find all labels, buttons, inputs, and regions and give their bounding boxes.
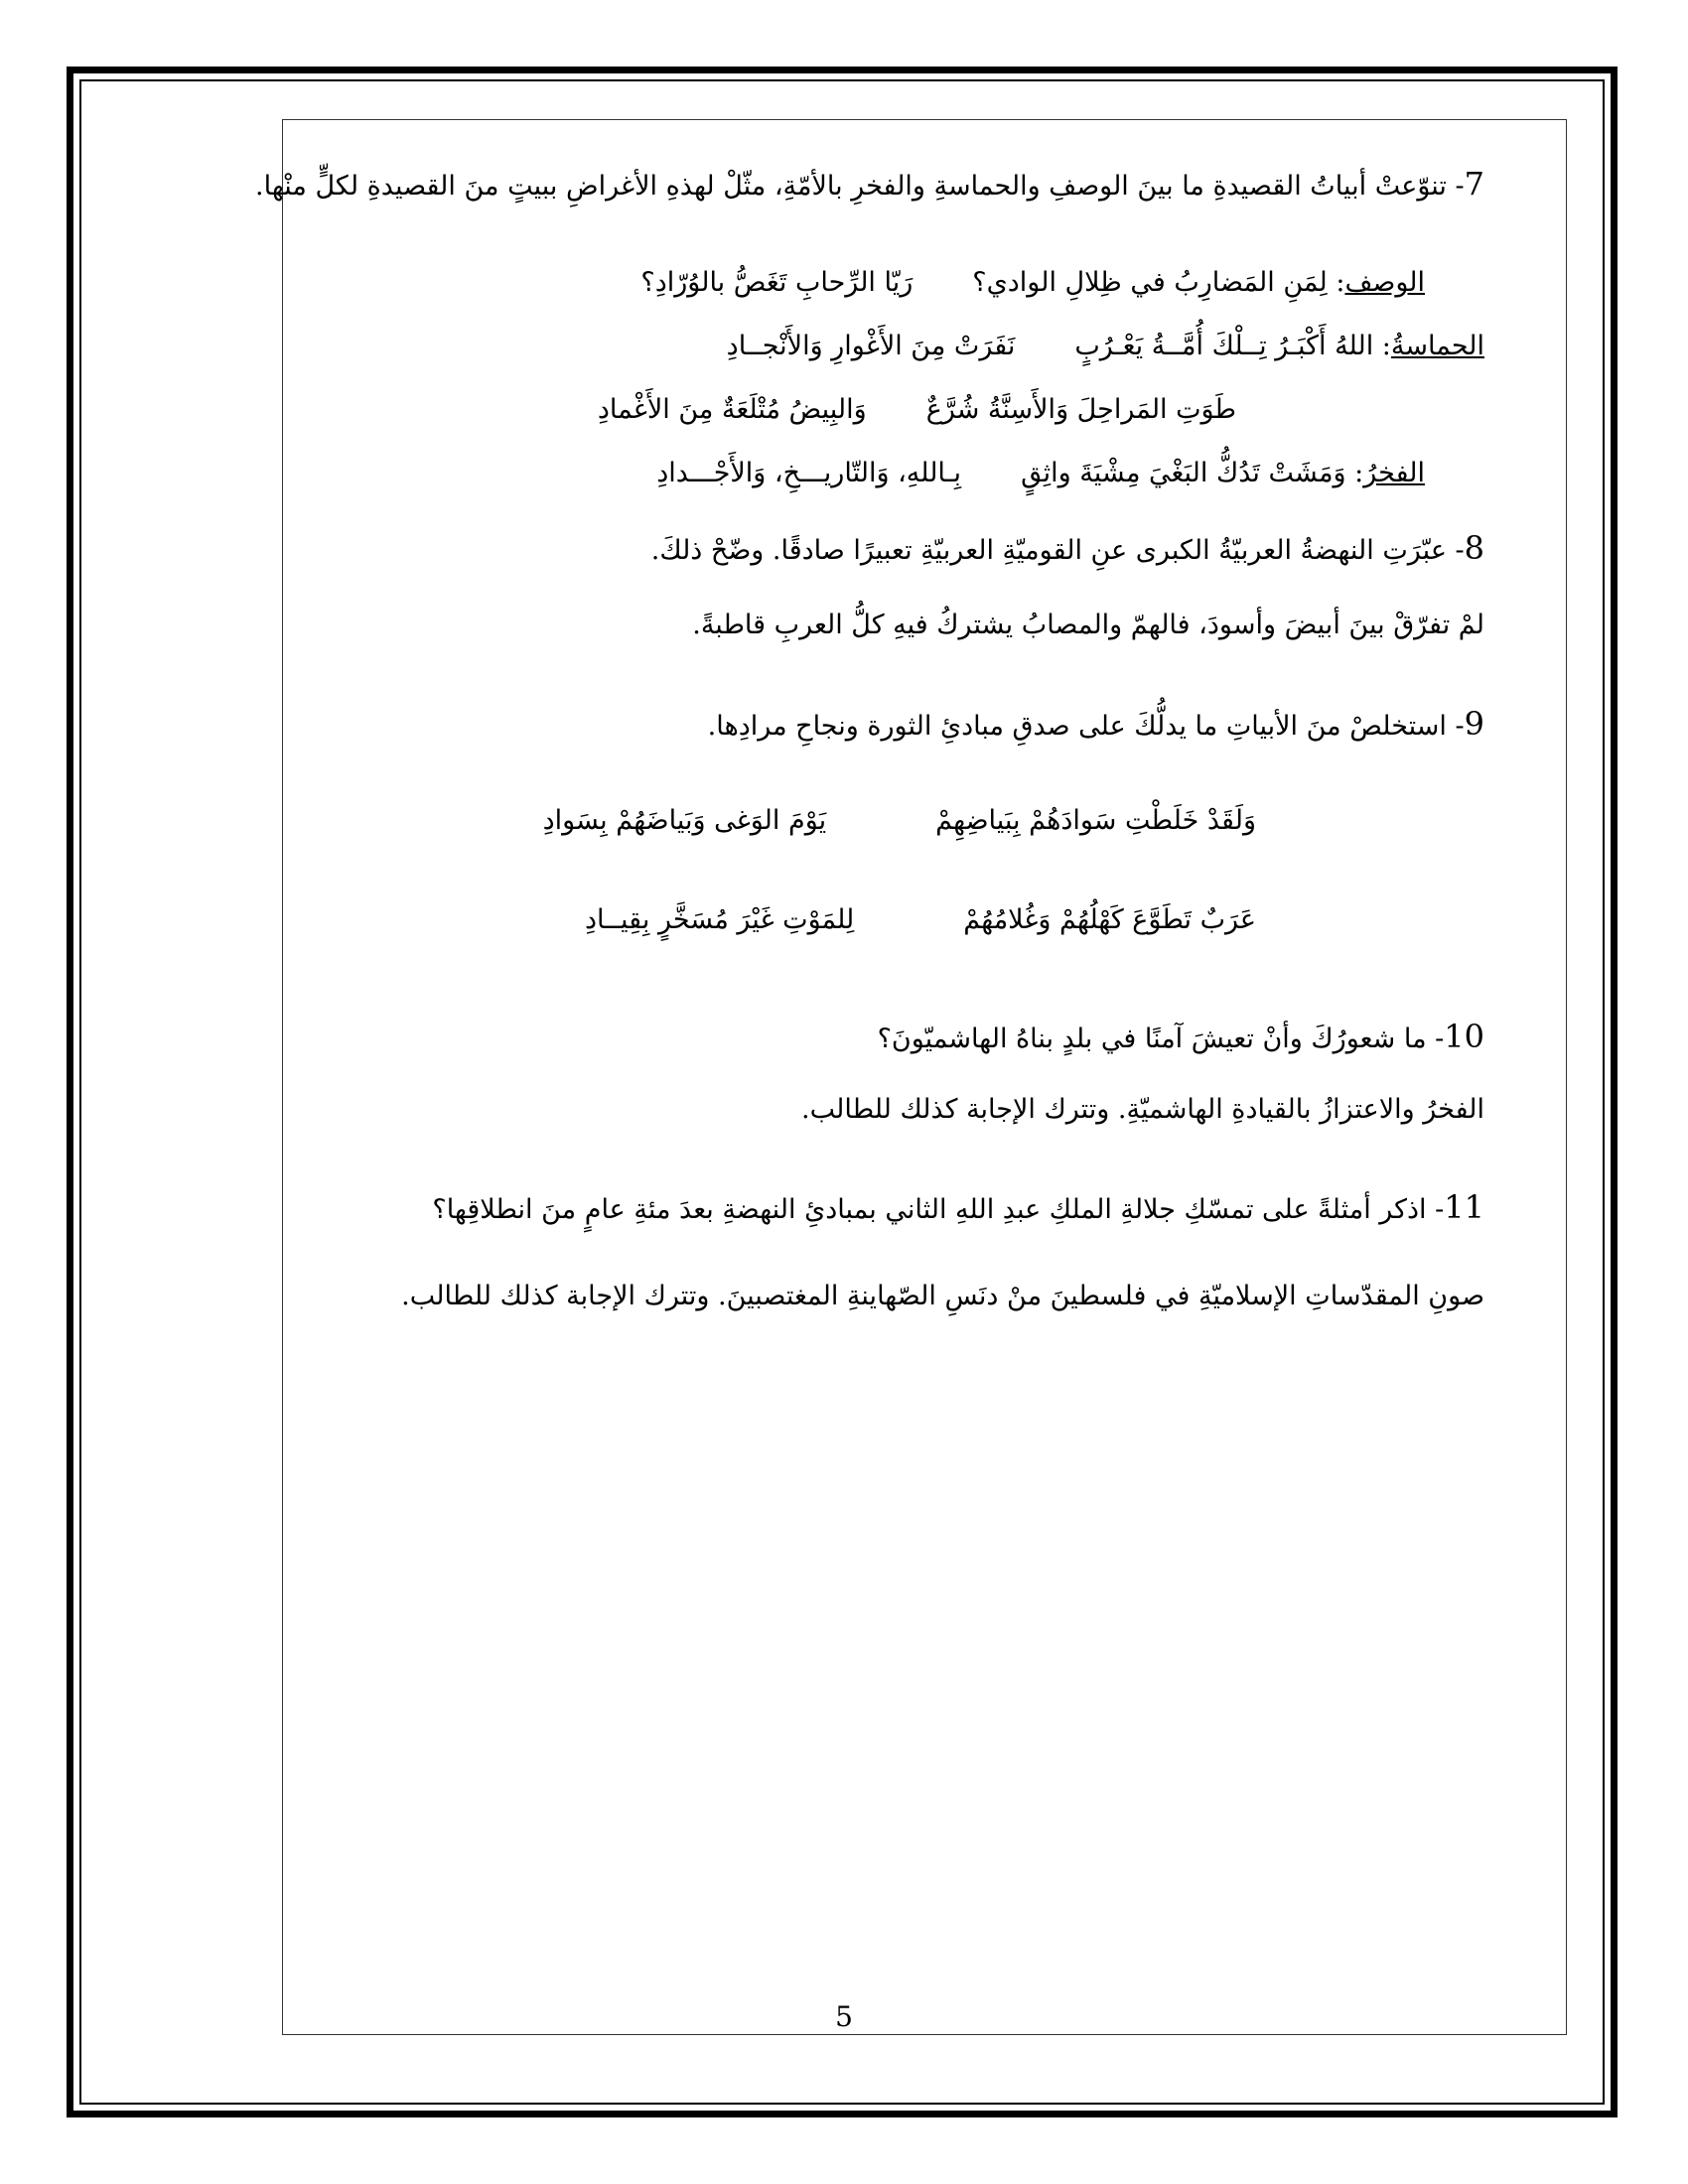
question-text: - عبّرَتِ النهضةُ العربيّةُ الكبرى عنِ القوميّةِ العربيّةِ تعبيرًا صادقًا. وضّحْ ذلكَ. bbox=[650, 535, 1465, 567]
label-description: الوصف bbox=[1344, 267, 1425, 299]
verse-2 bbox=[228, 871, 1484, 970]
poem-examples-7 bbox=[228, 251, 1484, 505]
verse-first-half bbox=[1074, 315, 1484, 378]
hemistich-a: : اللهُ أَكْبَـرُ تِــلْكَ أُمَّــةُ يَعْـرُبٍ bbox=[1074, 331, 1391, 362]
verse-first-half: وَلَقَدْ خَلَطْتِ سَوادَهُمْ بِبَياضِهِمْ bbox=[935, 804, 1256, 836]
verse-first-half: طَوَتِ المَراحِلَ وَالأَسِنَّةُ شُرَّعٌ bbox=[925, 394, 1236, 426]
question-7 bbox=[228, 147, 1484, 221]
answer-10: الفخرُ والاعتزازُ بالقيادةِ الهاشميّةِ. وتترك الإجابة كذلك للطالب. bbox=[801, 1093, 1484, 1125]
question-9 bbox=[228, 687, 1484, 761]
question-number: 8 bbox=[1464, 529, 1484, 568]
page-number: 5 bbox=[835, 2000, 853, 2033]
verse-second-half: لِلمَوْتِ غَيْرَ مُسَخَّرٍ بِقِيــادِ bbox=[584, 903, 855, 935]
question-text: - اذكر أمثلةً على تمسّكِ جلالةِ الملكِ عبدِ اللهِ الثاني بمبادئِ النهضةِ بعدَ مئةِ عامٍ منَ انطلاقِها؟ bbox=[432, 1194, 1445, 1226]
question-number: 11 bbox=[1444, 1188, 1484, 1227]
label-enthusiasm: الحماسةُ bbox=[1390, 331, 1484, 362]
question-number: 7 bbox=[1464, 165, 1484, 203]
verse-second-half: وَالبِيضُ مُتْلَعَةٌ مِنَ الأَغْمادِ bbox=[597, 394, 867, 426]
verse-first-half: عَرَبٌ تَطَوَّعَ كَهْلُهُمْ وَغُلامُهُمْ bbox=[963, 903, 1256, 935]
question-number: 9 bbox=[1464, 704, 1484, 743]
question-text: - ما شعورُكَ وأنْ تعيشَ آمنًا في بلدٍ بناهُ الهاشميّونَ؟ bbox=[877, 1023, 1445, 1054]
question-8 bbox=[228, 511, 1484, 586]
verse-description bbox=[228, 251, 1484, 315]
question-11 bbox=[228, 1170, 1484, 1245]
verse-second-half: بِـاللهِ، وَالتّاريـــخِ، وَالأَجْـــدادِ bbox=[656, 458, 962, 489]
label-pride: الفخرُ bbox=[1363, 458, 1425, 489]
question-text: - تنوّعتْ أبياتُ القصيدةِ ما بينَ الوصفِ والحماسةِ والفخرِ بالأمّةِ، مثّلْ لهذهِ الأغراضِ ببيتٍ منَ القصيدةِ لكلٍّ منْها. bbox=[255, 171, 1465, 202]
verse-second-half: يَوْمَ الوَغى وَبَياضَهُمْ بِسَوادِ bbox=[542, 804, 827, 836]
question-text: - استخلصْ منَ الأبياتِ ما يدلُّكَ على صدقِ مبادئِ الثورة ونجاحِ مرادِها. bbox=[707, 710, 1465, 742]
verse-1 bbox=[228, 771, 1484, 871]
verse-enthusiasm-2 bbox=[228, 378, 1484, 442]
question-number: 10 bbox=[1444, 1017, 1484, 1055]
verse-pride bbox=[228, 442, 1484, 505]
hemistich-a: : وَمَشَتْ تَدُكُّ البَغْيَ مِشْيَةَ واثِقٍ bbox=[1021, 458, 1364, 489]
answer-11: صونِ المقدّساتِ الإسلاميّةِ في فلسطينَ منْ دنَسِ الصّهاينةِ المغتصبينَ. وتترك الإجابة كذلك للطالب. bbox=[401, 1281, 1484, 1312]
poem-examples-9 bbox=[228, 771, 1484, 970]
hemistich-a: : لِمَنِ المَضارِبُ في ظِلالِ الوادي؟ bbox=[972, 267, 1345, 299]
verse-second-half: نَفَرَتْ مِنَ الأَغْوارِ وَالأَنْجــادِ bbox=[726, 331, 1016, 362]
verse-first-half bbox=[1021, 442, 1425, 505]
page-body bbox=[228, 147, 1484, 1352]
verse-enthusiasm bbox=[228, 315, 1484, 378]
question-10 bbox=[228, 1000, 1484, 1074]
verse-first-half bbox=[972, 251, 1425, 315]
verse-second-half: رَيّا الرِّحابِ تَغَصُّ بالوُرّادِ؟ bbox=[640, 267, 914, 299]
answer-8: لمْ تفرّقْ بينَ أبيضَ وأسودَ، فالهمّ والمصابُ يشتركُ فيهِ كلُّ العربِ قاطبةً. bbox=[692, 610, 1484, 641]
